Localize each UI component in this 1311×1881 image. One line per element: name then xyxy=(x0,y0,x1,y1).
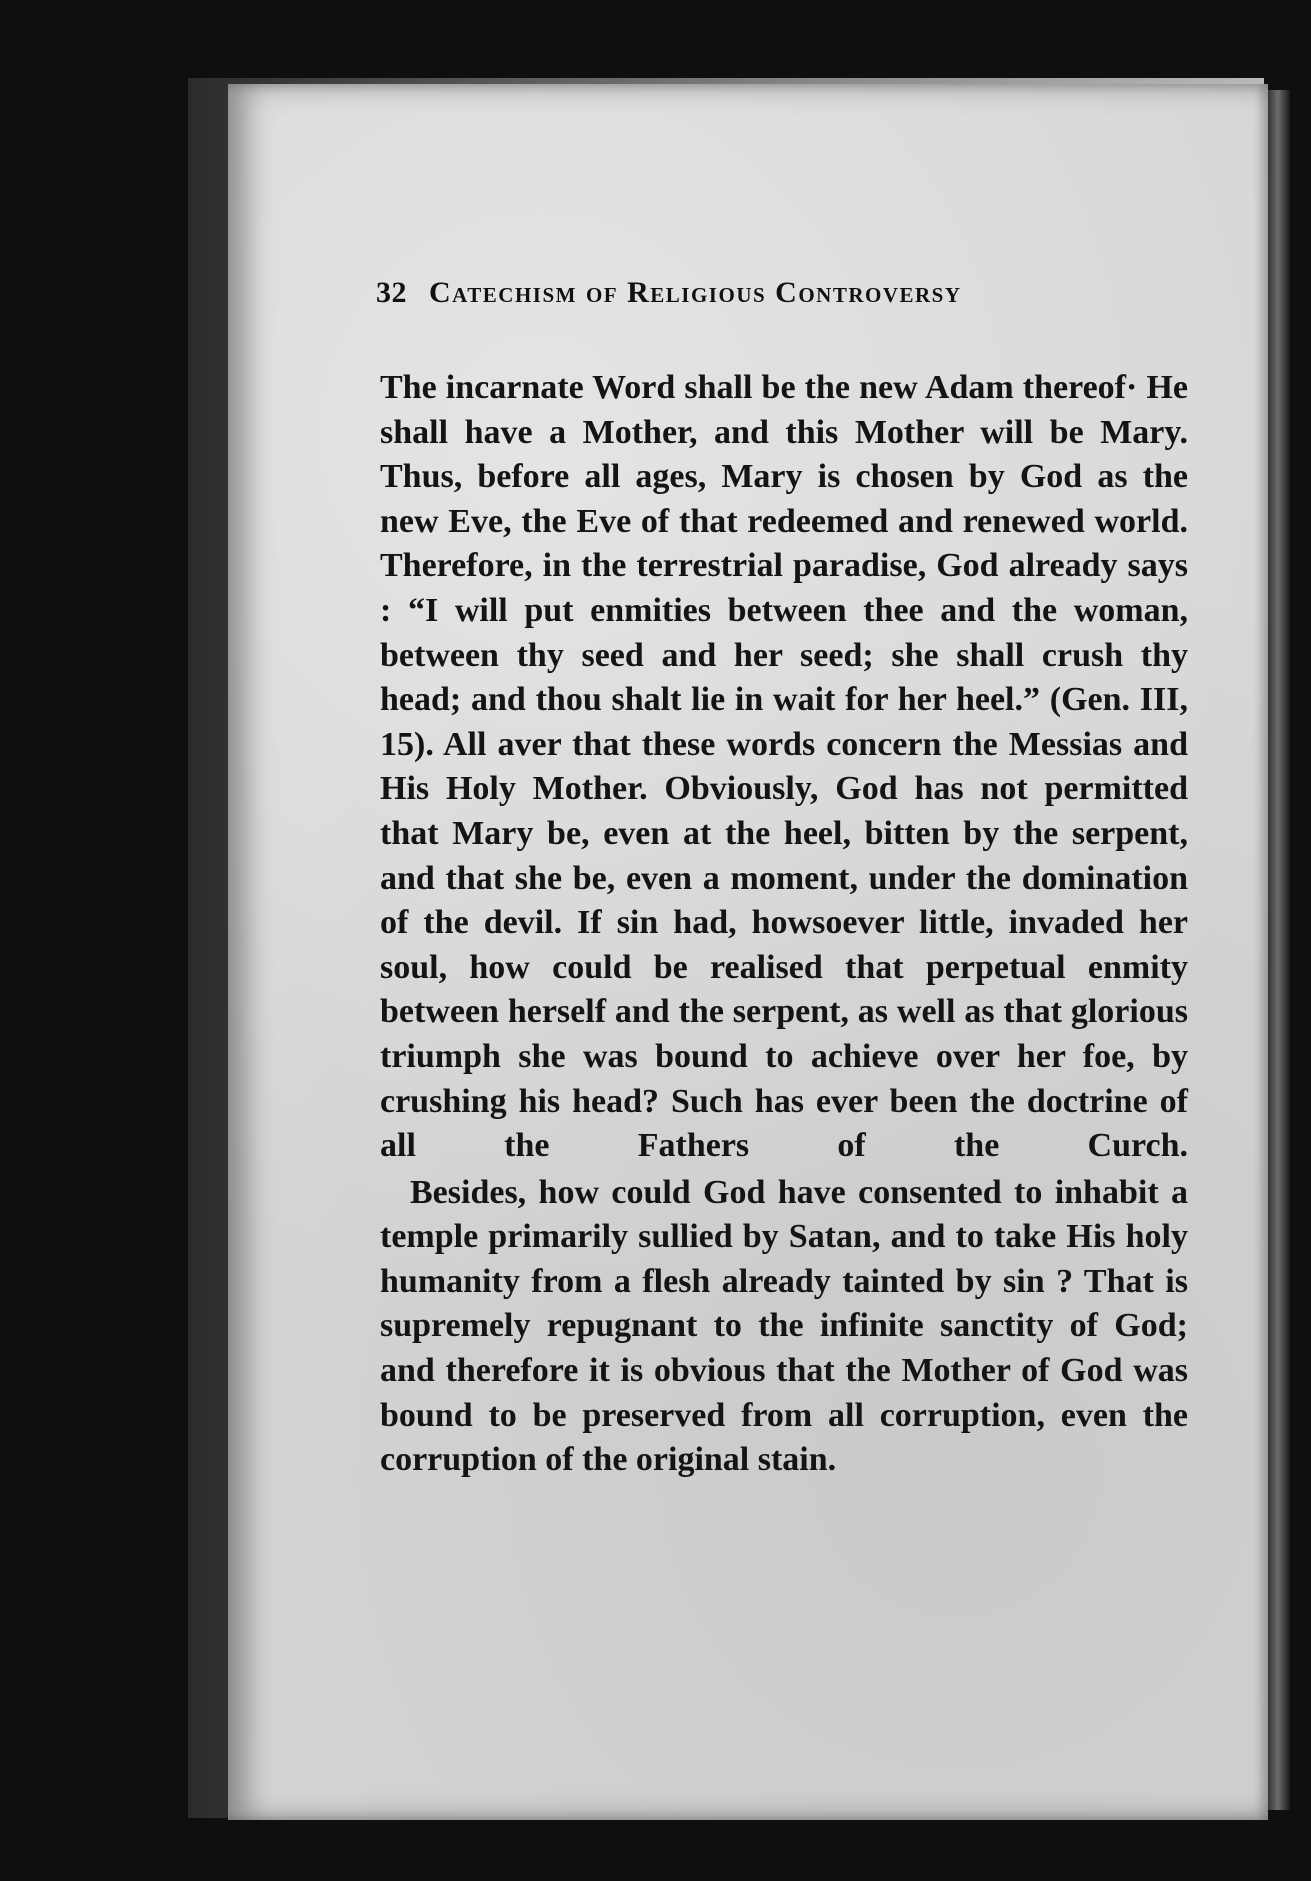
paragraph-2: Besides, how could God have consented to inhabit a temple primarily sullied by Satan, and to take His holy humanity from a flesh already tainted by sin ? That is supremely repugnant to the infinite sanctity of God; and therefore it is obvious that the Mother of God was bound to be preserved from all corruption, even the corruption of the original stain. xyxy=(380,1173,1188,1479)
paragraph-1: The incarnate Word shall be the new Adam thereof· He shall have a Mother, and this Mother will be Mary. Thus, before all ages, Mary is chosen by God as the new Eve, the Eve of that redeemed and renewed world. Therefore, in the terrestrial paradise, God already says : “I will put enmities between thee and the woman, between thy seed and her seed; she shall crush thy head; and thou shalt lie in wait for her heel.” (Gen. III, 15). All aver that these words concern the Messias and His Holy Mother. Obviously, God has not permitted that Mary be, even at the heel, bitten by the serpent, and that she be, even a moment, under the domination of the devil. If sin had, howsoever little, invaded her soul, how could be realised that perpetual enmity between herself and the serpent, as well as that glorious triumph she was bound to achieve over her foe, by crushing his head? Such has ever been the doctrine of all the Fathers of the Curch. xyxy=(380,369,1188,1165)
body-text xyxy=(380,366,1188,1483)
running-title: Catechism of Religious Controversy xyxy=(429,276,962,309)
page-number: 32 xyxy=(376,276,407,309)
facing-page-edge xyxy=(1266,90,1290,1810)
running-head xyxy=(376,276,1136,310)
